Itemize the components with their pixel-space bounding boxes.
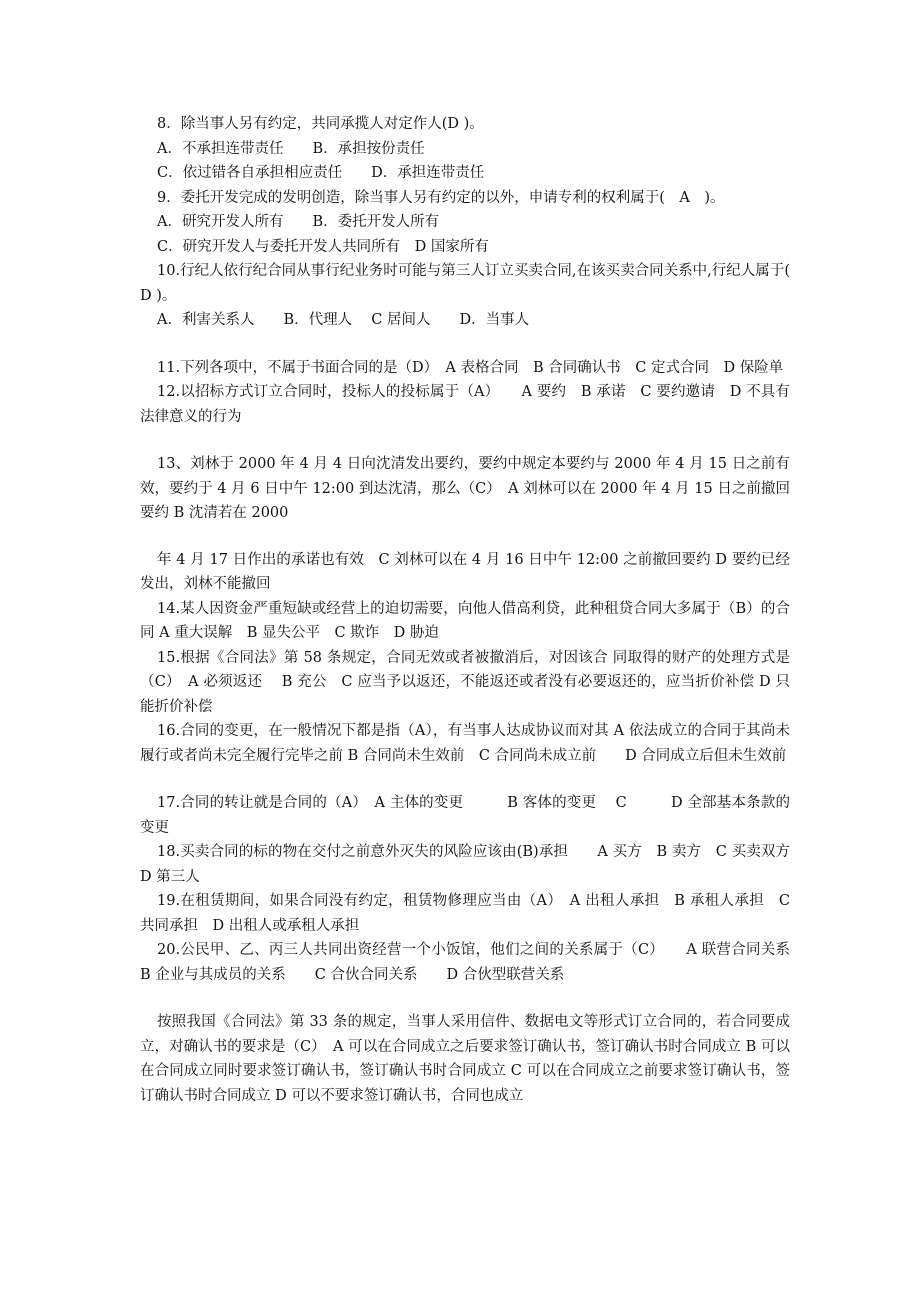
question-8: 8．除当事人另有约定，共同承揽人对定作人(D )。 [157, 116, 484, 132]
question-8-options-ab: A．不承担连带责任 B．承担按份责任 [157, 140, 425, 157]
spacer [140, 429, 790, 452]
question-13: 13、刘林于 2000 年 4 月 4 日向沈清发出要约，要约中规定本要约与 2000 年 4 月 15 日之前有效，要约于 4 月 6 日中午 12:00 到达沈清，那么（C） A 刘林可以在 2000 年 4 月 15 日之前撤回要约 B 沈清若在 2000 [140, 456, 790, 521]
spacer [140, 987, 790, 1010]
question-8-options-cd: C．依过错各自承担相应责任 D．承担连带责任 [157, 165, 485, 181]
question-18: 18.买卖合同的标的物在交付之前意外灭失的风险应该由(B)承担 A 买方 B 卖方 C 买卖双方 D 第三人 [140, 844, 805, 885]
spacer [140, 768, 790, 791]
spacer [140, 526, 790, 548]
question-12: 12.以招标方式订立合同时，投标人的投标属于（A） A 要约 B 承诺 C 要约邀请 D 不具有法律意义的行为 [140, 384, 790, 425]
question-11: 11.下列各项中，不属于书面合同的是（D） A 表格合同 B 合同确认书 C 定式合同 D 保险单 [157, 359, 784, 376]
question-16: 16.合同的变更，在一般情况下都是指（A），有当事人达成协议而对其 A 依法成立的合同于其尚未履行或者尚未完全履行完毕之前 B 合同尚未生效前 C 合同尚未成立前 D 合同成立后但未生效前 [140, 723, 790, 764]
question-20: 20.公民甲、乙、丙三人共同出资经营一个小饭馆，他们之间的关系属于（C） A 联营合同关系 B 企业与其成员的关系 C 合伙合同关系 D 合伙型联营关系 [140, 942, 819, 983]
question-13-continued: 年 4 月 17 日作出的承诺也有效 C 刘林可以在 4 月 16 日中午 12:00 之前撤回要约 D 要约已经发出，刘林不能撤回 [140, 551, 790, 592]
question-17: 17.合同的转让就是合同的（A） A 主体的变更 B 客体的变更 C D 全部基本条款的变更 [140, 795, 790, 836]
question-15: 15.根据《合同法》第 58 条规定，合同无效或者被撤消后，对因该合 同取得的财产的处理方式是（C） A 必须返还 B 充公 C 应当予以返还，不能返还或者没有必要返还的，应当折价补偿 D 只能折价补偿 [140, 649, 790, 715]
question-10: 10.行纪人依行纪合同从事行纪业务时可能与第三人订立买卖合同,在该买卖合同关系中,行纪人属于( D )。 [140, 263, 790, 304]
question-contract-law-33: 按照我国《合同法》第 33 条的规定，当事人采用信件、数据电文等形式订立合同的，若合同要成立，对确认书的要求是（C） A 可以在合同成立之后要求签订确认书，签订确认书时合同成立 B 可以在合同成立同时要求签订确认书，签订确认书时合同成立 C 可以在合同成立之前要求签订确认书，签订确认书时合同成立 D 可以不要求签订确认书，合同也成立 [140, 1014, 790, 1104]
question-9-options-cd: C．研究开发人与委托开发人共同所有 D 国家所有 [157, 238, 489, 255]
question-9-options-ab: A．研究开发人所有 B．委托开发人所有 [157, 214, 440, 230]
document-body [140, 112, 819, 1108]
spacer [140, 333, 790, 356]
question-14: 14.某人因资金严重短缺或经营上的迫切需要，向他人借高利贷，此种租贷合同大多属于（B）的合同 A 重大误解 B 显失公平 C 欺诈 D 胁迫 [140, 600, 790, 641]
question-19: 19.在租赁期间，如果合同没有约定，租赁物修理应当由（A） A 出租人承担 B 承租人承担 C 共同承担 D 出租人或承租人承担 [140, 893, 790, 934]
question-9: 9．委托开发完成的发明创造，除当事人另有约定的以外，申请专利的权利属于( A )。 [157, 189, 725, 206]
question-10-options: A．利害关系人 B．代理人 C 居间人 D．当事人 [157, 312, 530, 328]
